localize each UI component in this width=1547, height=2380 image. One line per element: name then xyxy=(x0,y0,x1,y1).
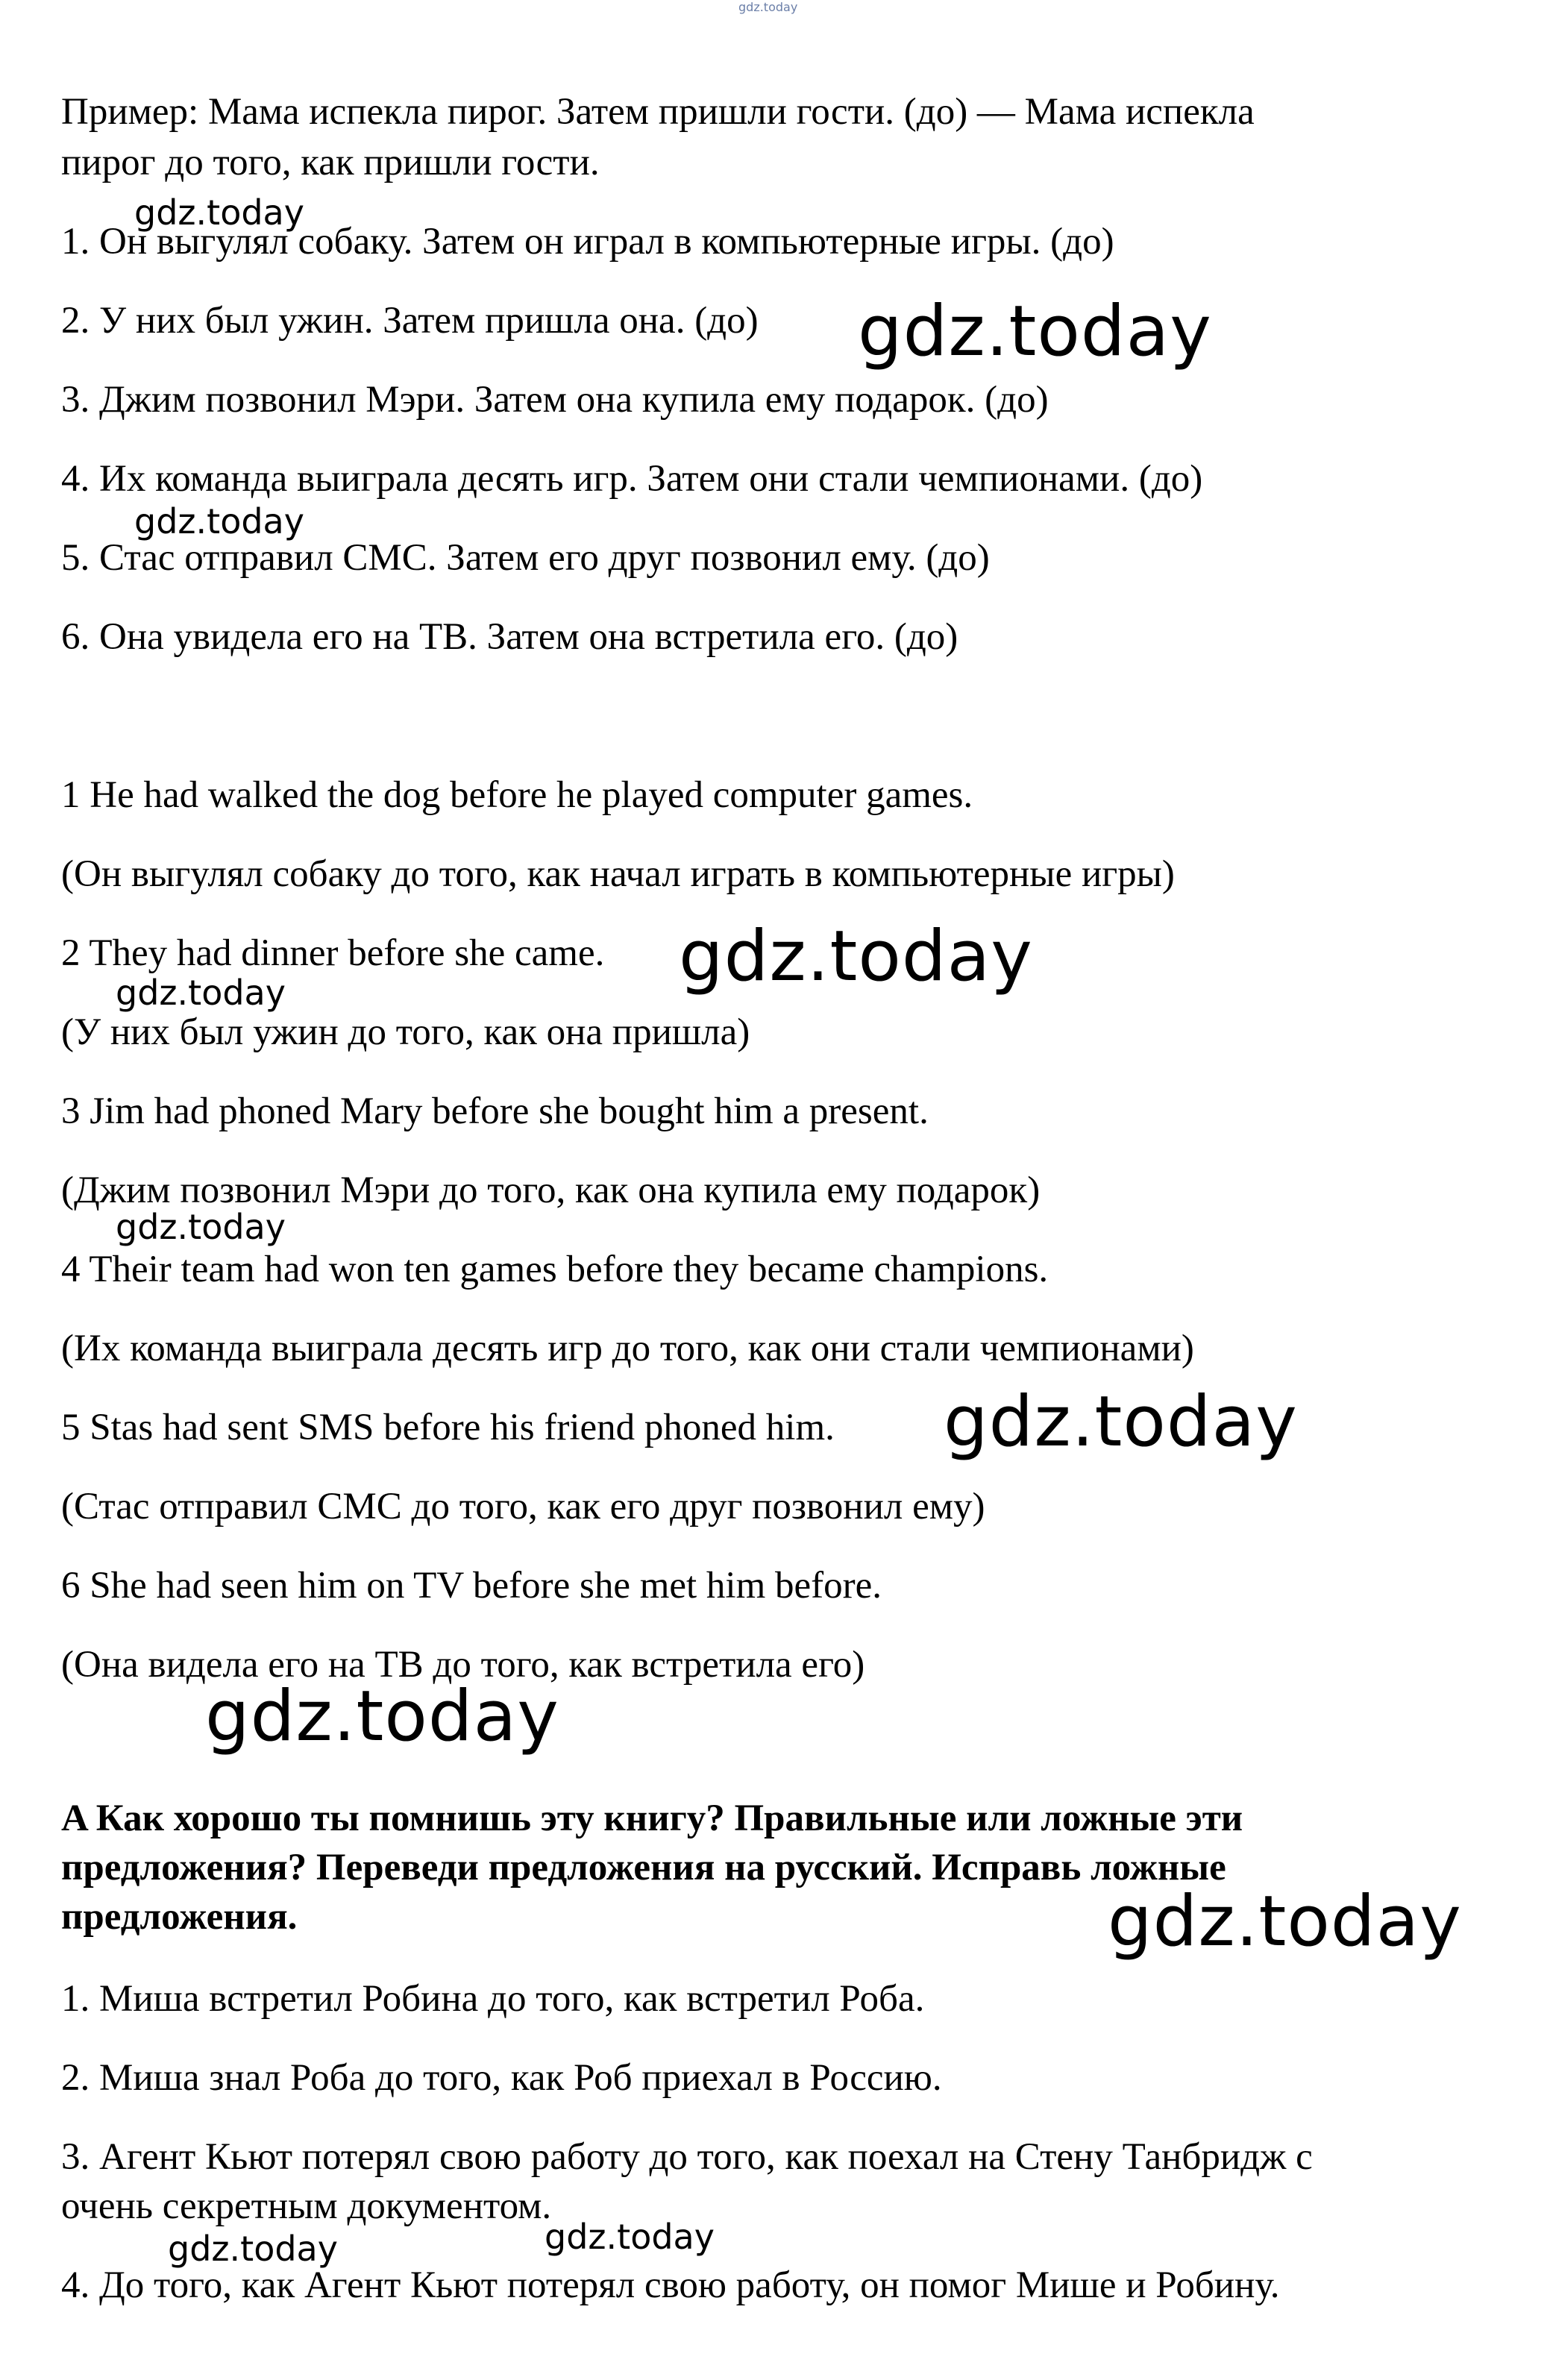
task-a-item-3-continued: очень секретным документом. xyxy=(61,2185,552,2227)
answer-6-english: 6 She had seen him on TV before she met him before. xyxy=(61,1565,882,1607)
watermark-small-6: gdz.today xyxy=(545,2217,715,2257)
answer-3-translation: (Джим позвонил Мэри до того, как она купила ему подарок) xyxy=(61,1169,1041,1211)
task-a-item-1: 1. Миша встретил Робина до того, как встретил Роба. xyxy=(61,1978,925,2020)
watermark-big-2: gdz.today xyxy=(679,916,1033,997)
watermark-small-3: gdz.today xyxy=(116,973,286,1013)
task-a-item-2: 2. Миша знал Роба до того, как Роб приехал в Россию. xyxy=(61,2057,942,2099)
header-watermark: gdz.today xyxy=(738,0,798,14)
watermark-small-5: gdz.today xyxy=(168,2229,338,2269)
watermark-small-2: gdz.today xyxy=(134,501,304,541)
russian-sentence-4: 4. Их команда выиграла десять игр. Затем они стали чемпионами. (до) xyxy=(61,458,1203,500)
russian-sentence-5: 5. Стас отправил СМС. Затем его друг позвонил ему. (до) xyxy=(61,537,990,579)
watermark-small-1: gdz.today xyxy=(134,192,304,233)
watermark-big-1: gdz.today xyxy=(858,291,1212,372)
russian-sentence-2: 2. У них был ужин. Затем пришла она. (до) xyxy=(61,300,759,342)
answer-5-english: 5 Stas had sent SMS before his friend phoned him. xyxy=(61,1407,835,1448)
answer-3-english: 3 Jim had phoned Mary before she bought him a present. xyxy=(61,1090,929,1132)
task-a-heading-line-2: предложения? Переведи предложения на русский. Исправь ложные xyxy=(61,1847,1226,1888)
answer-4-english: 4 Their team had won ten games before they became champions. xyxy=(61,1249,1049,1290)
task-a-item-4: 4. До того, как Агент Кьют потерял свою работу, он помог Мише и Робину. xyxy=(61,2264,1280,2306)
example-line-1: Пример: Мама испекла пирог. Затем пришли гости. (до) — Мама испекла xyxy=(61,91,1255,133)
task-a-item-3: 3. Агент Кьют потерял свою работу до того, как поехал на Стену Танбридж с xyxy=(61,2136,1313,2178)
answer-2-english: 2 They had dinner before she came. xyxy=(61,932,605,974)
russian-sentence-1: 1. Он выгулял собаку. Затем он играл в компьютерные игры. (до) xyxy=(61,221,1114,263)
watermark-small-4: gdz.today xyxy=(116,1207,286,1247)
watermark-big-4: gdz.today xyxy=(205,1676,559,1757)
answer-1-english: 1 He had walked the dog before he played computer games. xyxy=(61,774,973,816)
answer-4-translation: (Их команда выиграла десять игр до того, как они стали чемпионами) xyxy=(61,1328,1194,1369)
answer-5-translation: (Стас отправил СМС до того, как его друг позвонил ему) xyxy=(61,1486,985,1527)
answer-1-translation: (Он выгулял собаку до того, как начал играть в компьютерные игры) xyxy=(61,853,1175,895)
example-line-2: пирог до того, как пришли гости. xyxy=(61,142,600,183)
answer-6-translation: (Она видела его на ТВ до того, как встретила его) xyxy=(61,1644,865,1686)
russian-sentence-3: 3. Джим позвонил Мэри. Затем она купила ему подарок. (до) xyxy=(61,379,1049,421)
russian-sentence-6: 6. Она увидела его на ТВ. Затем она встретила его. (до) xyxy=(61,616,958,658)
task-a-heading-line-3: предложения. xyxy=(61,1896,298,1938)
task-a-heading-line-1: A Как хорошо ты помнишь эту книгу? Правильные или ложные эти xyxy=(61,1797,1243,1839)
answer-2-translation: (У них был ужин до того, как она пришла) xyxy=(61,1011,750,1053)
watermark-big-5: gdz.today xyxy=(1108,1881,1462,1962)
watermark-big-3: gdz.today xyxy=(944,1381,1298,1463)
